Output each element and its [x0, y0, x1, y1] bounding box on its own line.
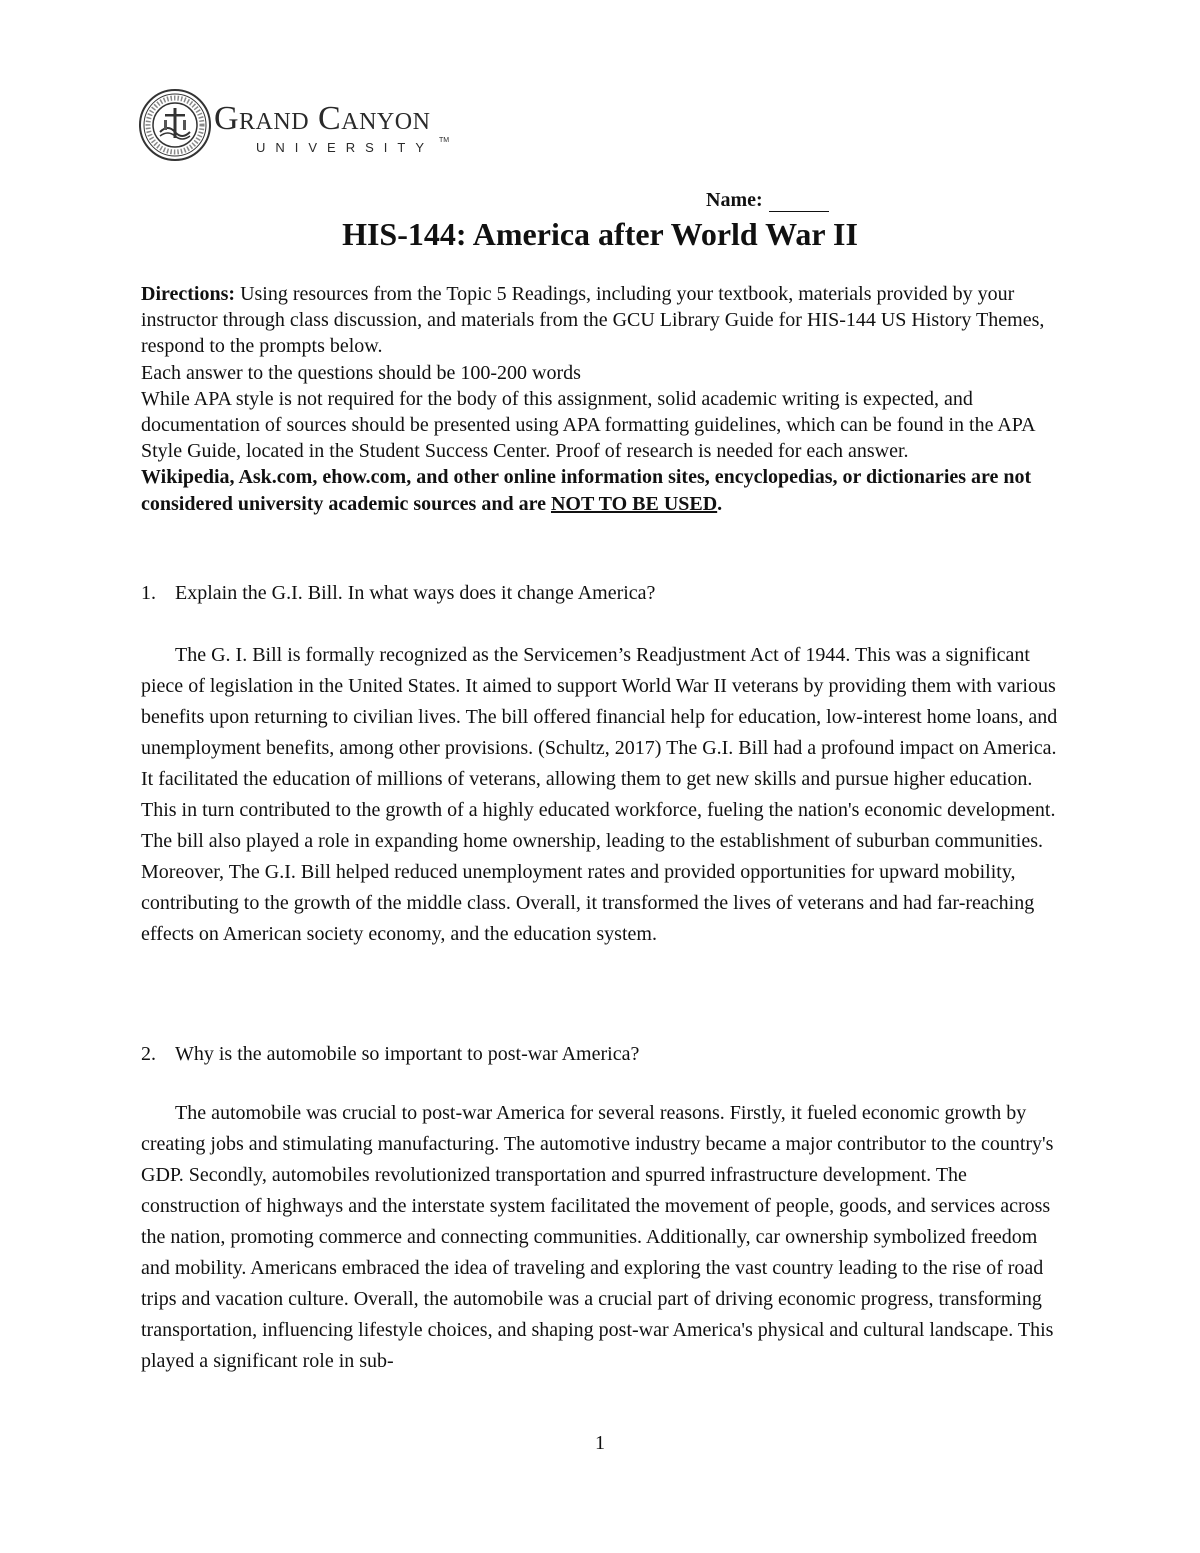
answer-2 — [141, 1098, 1066, 1377]
answer-text: The G. I. Bill is formally recognized as the Servicemen’s Readjustment Act of 1944. This was a significant piece of legislation in the United States. It aimed to support World War II veterans by providing them with various benefits upon returning to civilian lives. The bill offered financial help for education, low-interest home loans, and unemployment benefits, among other provisions. (Schultz, 2017) The G.I. Bill had a profound impact on America. It facilitated the education of millions of veterans, allowing them to get new skills and pursue higher education. This in turn contributed to the growth of a highly educated workforce, fueling the nation's economic development. The bill also played a role in expanding home ownership, leading to the establishment of suburban communities. Moreover, The G.I. Bill helped reduced unemployment rates and provided opportunities for upward mobility, contributing to the growth of the middle class. Overall, it transformed the lives of veterans and had far-reaching effects on American society economy, and the education system. — [141, 644, 1058, 945]
logo-subtitle: UNIVERSITY — [256, 140, 435, 155]
question-2 — [141, 1041, 1061, 1067]
directions-text: Using resources from the Topic 5 Readings, including your textbook, materials provided by your instructor through class discussion, and materials from the GCU Library Guide for HIS-144 US History Themes, respond to the prompts below. — [141, 283, 1045, 358]
page-title: HIS-144: America after World War II — [342, 216, 858, 252]
sources-warning — [141, 464, 1061, 516]
question-number: 2. — [141, 1043, 156, 1065]
sources-warning-end: . — [717, 492, 723, 515]
university-logo — [138, 88, 468, 164]
answer-text: The automobile was crucial to post-war America for several reasons. Firstly, it fueled economic growth by creating jobs and stimulating manufacturing. The automotive industry became a major contributor to the country's GDP. Secondly, automobiles revolutionized transportation and spurred infrastructure development. The construction of highways and the interstate system facilitated the movement of people, goods, and services across the nation, promoting commerce and connecting communities. Additionally, car ownership symbolized freedom and mobility. Americans embraced the idea of traveling and exploring the vast country leading to the rise of road trips and vacation culture. Overall, the automobile was a crucial part of driving economic progress, transforming transportation, influencing lifestyle choices, and shaping post-war America's physical and cultural landscape. This played a significant role in sub- — [141, 1102, 1054, 1372]
directions-paragraph — [141, 281, 1061, 360]
name-label: Name: — [706, 189, 763, 211]
question-1 — [141, 580, 1061, 606]
question-prompt: Explain the G.I. Bill. In what ways does it change America? — [175, 582, 656, 604]
name-blank-field[interactable] — [769, 193, 829, 212]
university-seal-icon — [138, 88, 212, 162]
question-number: 1. — [141, 582, 156, 604]
logo-trademark: TM — [439, 137, 450, 144]
directions-section — [141, 281, 1061, 517]
apa-instruction: While APA style is not required for the body of this assignment, solid academic writing is expected, and documentation of sources should be presented using APA formatting guidelines, which can be found in the APA Style Guide, located in the Student Success Center. Proof of research is needed for each answer. — [141, 387, 1035, 463]
question-prompt: Why is the automobile so important to post-war America? — [175, 1043, 640, 1065]
sources-warning-text: Wikipedia, Ask.com, ehow.com, and other online information sites, encyclopedias, or dictionaries are not considered university academic sources and are — [141, 466, 1032, 515]
logo-wordmark: Grand Canyon — [214, 100, 431, 137]
word-count-instruction: Each answer to the questions should be 100-200 words — [141, 361, 581, 384]
page-number: 1 — [595, 1432, 605, 1454]
answer-1 — [141, 640, 1066, 950]
student-name-line — [706, 189, 829, 212]
sources-warning-emphasis: NOT TO BE USED — [550, 492, 718, 515]
directions-label: Directions: — [141, 283, 236, 305]
